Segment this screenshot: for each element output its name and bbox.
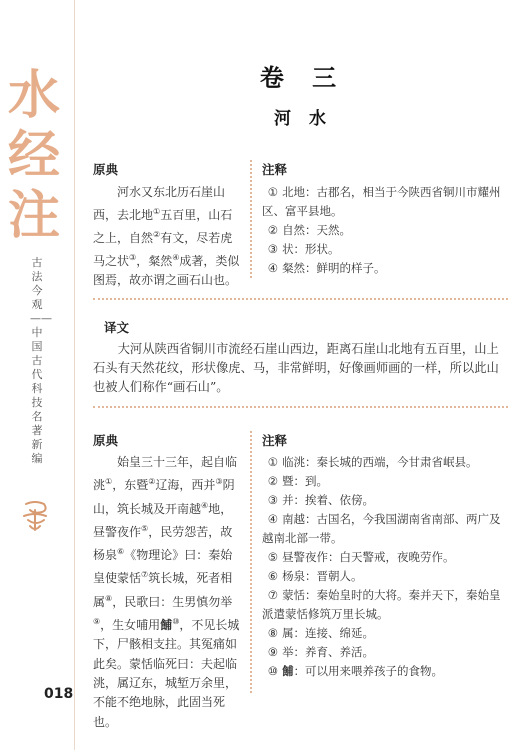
original-label-1: 原典 [93,162,119,177]
original-2-segment: ，东暨 [112,478,149,493]
original-1-segment: 成著，类似图焉，故亦谓之画石山也。 [93,254,240,287]
original-1-segment: ，粲然 [136,254,173,268]
original-1-footnote-mark: ① [153,207,161,216]
page-number: 018 [44,686,74,702]
note-text: 状：形状。 [282,242,340,256]
original-2-segment: 筑长城，死者相属 [93,571,233,609]
original-label-2: 原典 [93,433,119,448]
original-2-segment: 地，昼警夜作 [93,501,233,539]
note-item [262,624,506,643]
note-item [262,510,506,548]
note-item [262,453,506,472]
note-number: ③ [267,242,279,256]
original-2-segment: ，民歌曰：生男慎勿举 [112,594,233,609]
note-text: 蒙恬：秦始皇时的大将。秦并天下，秦始皇派遣蒙恬修筑万里长城。 [262,588,501,621]
notes-label-2: 注释 [262,433,288,448]
original-2-segment: ，民劳怨苦，故杨泉 [93,524,233,563]
original-2-segment: 餔 [160,618,173,633]
note-number: ⑧ [267,626,279,640]
original-2-footnote-mark: ④ [201,500,209,510]
original-2-footnote-mark: ⑩ [172,617,180,627]
note-text: 属：连接、绵延。 [282,626,375,640]
note-item [262,491,506,510]
note-text: 粲然：鲜明的样子。 [282,261,386,275]
note-number: ① [267,185,279,199]
original-2-footnote-mark: ⑤ [141,523,149,533]
seal-ornament-icon [20,500,50,534]
original-1-segment: 有文，尽若虎马之状 [93,231,233,268]
original-2-segment: 《物理论》曰：秦始皇使蒙恬 [93,548,233,586]
divider-dots-1 [93,298,508,300]
note-text: 举：养育、养活。 [282,645,375,659]
note-item [262,662,506,681]
book-side-title [4,66,64,246]
notes-list-2 [262,453,506,681]
original-2-footnote-mark: ③ [215,477,223,487]
note-item [262,567,506,586]
side-title-char-3: 注 [7,186,60,246]
notes-list-1 [262,183,502,278]
note-text: 并：挨着、依傍。 [282,493,375,507]
note-number: ④ [267,261,279,275]
original-text-1 [93,183,241,290]
original-2-segment: 始皇三十三年，起自临洮 [93,455,238,493]
note-text: 餔：可以用来喂养孩子的食物。 [282,664,444,678]
note-number: ⑩ [267,664,279,678]
side-title-char-2: 经 [7,126,60,186]
original-2-footnote-mark: ⑥ [117,547,125,557]
note-text: 杨泉：晋朝人。 [282,569,363,583]
note-number: ⑨ [267,645,279,659]
translation-label: 译文 [104,320,130,335]
note-number: ③ [267,493,279,507]
original-1-segment: 河水又东北历石崖山西，去北地 [93,185,226,222]
note-item [262,472,506,491]
note-text: 北地：古郡名，相当于今陕西省铜川市耀州区、富平县地。 [262,185,501,218]
original-2-footnote-mark: ② [148,477,156,487]
note-item [262,548,506,567]
note-number: ② [267,474,279,488]
original-1-footnote-mark: ③ [129,253,137,262]
side-title-char-1: 水 [7,66,60,126]
note-item [262,586,506,624]
note-item [262,643,506,662]
section-title: 河 水 [274,109,332,129]
notes-label-1: 注释 [262,162,288,177]
chapter-title: 卷 三 [259,63,347,92]
column-divider-1 [250,160,252,278]
note-item [262,183,502,221]
note-number: ⑤ [267,550,279,564]
note-item [262,221,502,240]
original-2-segment: ，生女哺用 [100,618,161,633]
column-divider-2 [250,431,252,693]
translation-text: 大河从陕西省铜川市流经石崖山西边，距离石崖山北地有五百里，山上石头有天然花纹，形状像虎、马，非常鲜明，好像画师画的一样，所以此山也被人们称作“画石山”。 [93,342,499,394]
series-name: 古法今观——中国古代科技名著新编 [30,256,52,465]
note-item [262,240,502,259]
original-1-footnote-mark: ② [153,230,161,239]
note-number: ⑥ [267,569,279,583]
original-2-segment: 辽海，西并 [155,478,216,493]
note-text: 暨：到。 [282,474,329,488]
note-text: 昼警夜作：白天警戒，夜晚劳作。 [282,550,455,564]
note-number: ② [267,223,279,237]
note-number: ⑦ [267,588,279,602]
note-text: 南越：古国名，今我国湖南省南部、两广及越南北部一带。 [262,512,501,545]
original-text-2 [93,453,241,732]
note-item [262,259,502,278]
note-number: ④ [267,512,279,526]
original-1-segment: 五百里，山石之上，自然 [93,208,233,245]
divider-dots-2 [93,406,508,408]
original-2-footnote-mark: ⑨ [93,617,101,627]
note-text: 临洮：秦长城的西端，今甘肃省岷县。 [282,455,478,469]
note-number: ① [267,455,279,469]
original-1-footnote-mark: ④ [172,253,180,262]
original-2-segment: 阴山，筑长城及开南越 [93,478,235,516]
note-text: 自然：天然。 [282,223,352,237]
original-2-footnote-mark: ⑦ [141,570,149,580]
original-2-footnote-mark: ⑧ [105,593,113,603]
original-2-segment: ，不见长城下，尸骸相支拄。其冤痛如此矣。蒙恬临死曰：夫起临洮，属辽东，城堑万余里，不能不绝地脉，此固当死也。 [93,618,240,729]
original-2-footnote-mark: ① [105,477,113,487]
